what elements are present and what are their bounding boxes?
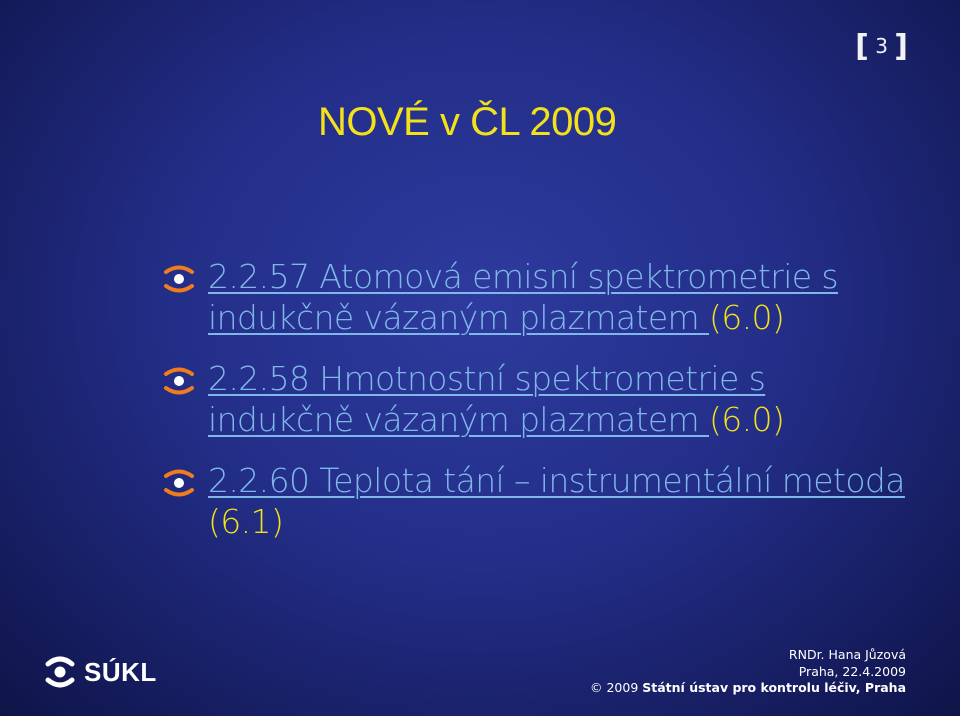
version-label: (6.1)	[208, 502, 284, 541]
logo-text: SÚKL	[84, 656, 157, 687]
list-item	[160, 358, 920, 440]
version-label: (6.0)	[709, 400, 785, 439]
sukl-bullet-icon	[162, 367, 196, 395]
footer-copyright-line	[590, 680, 906, 697]
footer-author: RNDr. Hana Jůzová	[788, 647, 906, 662]
list-item	[160, 256, 920, 338]
slide-title: NOVÉ v ČL 2009	[318, 100, 617, 144]
footer-place-date: Praha, 22.4.2009	[798, 663, 906, 679]
bullet-link[interactable]: 2.2.57 Atomová emisní spektrometrie s indukčně vázaným plazmatem	[208, 257, 838, 337]
sukl-bullet-icon	[162, 469, 196, 497]
footer-info	[590, 647, 906, 697]
bullet-link[interactable]: 2.2.58 Hmotnostní spektrometrie s indukčně vázaným plazmatem	[208, 359, 766, 439]
sukl-logo-icon	[42, 654, 78, 690]
footer-copyright: © 2009	[589, 680, 639, 695]
bullet-link[interactable]: 2.2.60 Teplota tání – instrumentální metoda	[208, 461, 905, 500]
footer-organization: Státní ústav pro kontrolu léčiv, Praha	[642, 680, 906, 695]
bullet-list	[160, 256, 920, 562]
list-item	[160, 460, 920, 542]
page-number: [ 3 ]	[855, 29, 908, 64]
sukl-bullet-icon	[162, 265, 196, 293]
page-number-value: 3	[875, 34, 888, 58]
version-label: (6.0)	[709, 298, 785, 337]
sukl-logo	[42, 654, 157, 690]
